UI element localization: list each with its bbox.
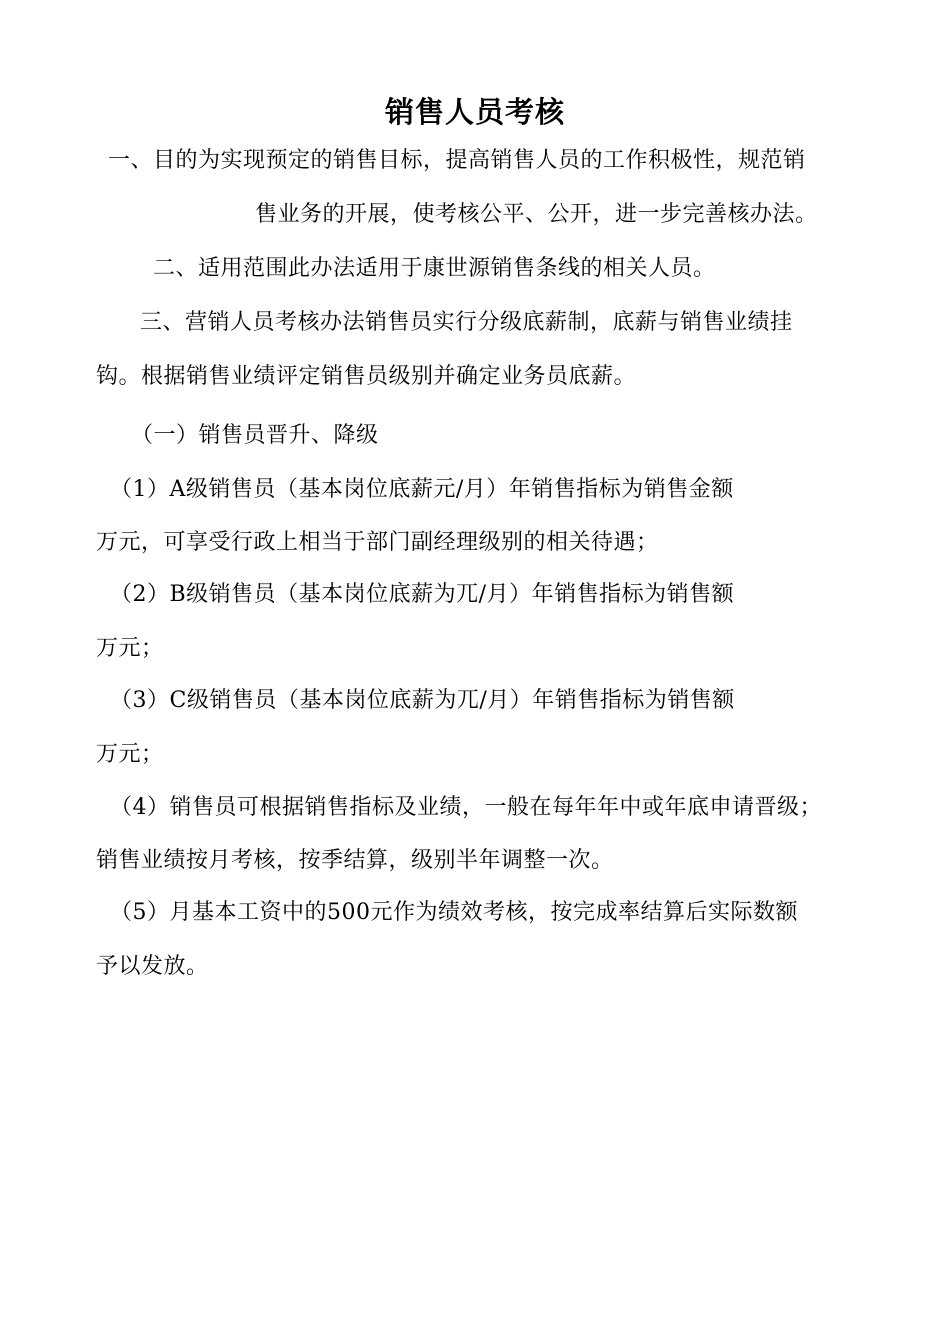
subsection1-heading: （一）销售员晋升、降级 [131, 423, 379, 448]
item3-line1: （3）C级销售员（基本岗位底薪为兀/月）年销售指标为销售额 [110, 688, 735, 713]
item5-line2: 予以发放。 [96, 954, 209, 979]
document-title: 销售人员考核 [384, 95, 565, 129]
item2-line1: （2）B级销售员（基本岗位底薪为兀/月）年销售指标为销售额 [110, 582, 735, 607]
item1-line1: （1）A级销售员（基本岗位底薪元/月）年销售指标为销售金额 [110, 477, 734, 502]
section1-line2: 售业务的开展，使考核公平、公开，进一步完善核办法。 [255, 202, 818, 227]
item4-line1: （4）销售员可根据销售指标及业绩，一般在每年年中或年底申请晋级； [110, 795, 822, 820]
section2-line1: 二、适用范围此办法适用于康世源销售条线的相关人员。 [153, 256, 716, 281]
item5-line1: （5）月基本工资中的500元作为绩效考核，按完成率结算后实际数额 [110, 900, 798, 925]
item2-line2: 万元； [96, 636, 164, 661]
section1-line1: 一、目的为实现预定的销售目标，提高销售人员的工作积极性，规范销 [108, 148, 806, 173]
item4-line2: 销售业绩按月考核，按季结算，级别半年调整一次。 [96, 848, 614, 873]
item3-line2: 万元； [96, 742, 164, 767]
section3-line1: 三、营销人员考核办法销售员实行分级底薪制，底薪与销售业绩挂 [140, 310, 793, 335]
item1-line2: 万元，可享受行政上相当于部门副经理级别的相关待遇； [96, 530, 659, 555]
section3-line2: 钩。根据销售业绩评定销售员级别并确定业务员底薪。 [96, 364, 637, 389]
